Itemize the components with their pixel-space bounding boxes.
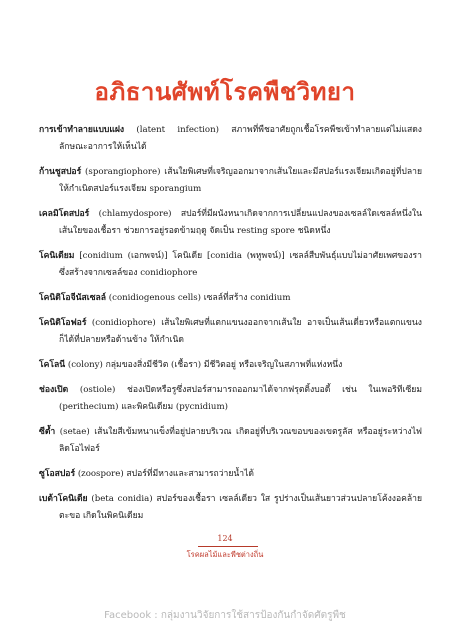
page-number: 124: [217, 534, 233, 543]
glossary-definition: (chlamydospore) สปอร์ที่มีผนังหนาเกิดจากการเปลี่ยนแปลงของเซลล์ใดเซลล์หนึ่งในเส้นใยของเชื้อรา ช่วยการอยู่รอดข้ามฤดู จัดเป็น resting spore ชนิดหนึ่ง: [59, 209, 422, 236]
glossary-term: โคนิดิโอฟอร์: [39, 318, 87, 328]
glossary-definition: (conidiogenous cells) เซลล์ที่สร้าง conidium: [106, 293, 291, 303]
glossary-definition: (sporangiophore) เส้นใยพิเศษที่เจริญออกมาจากเส้นใยและมีสปอร์แรงเจียมเกิดอยู่ที่ปลาย ให้กำเนิดสปอร์แรงเจียม sporangium: [59, 167, 422, 194]
glossary-list: [39, 122, 422, 533]
glossary-term: โคนิดิโอจีนัสเซลล์: [39, 293, 107, 303]
glossary-entry: [39, 164, 422, 198]
page-title: อภิธานศัพท์โรคพืชวิทยา: [94, 77, 356, 106]
glossary-definition: (colony) กลุ่มของสิ่งมีชีวิต (เชื้อรา) มีชีวิตอยู่ หรือเจริญในสภาพที่แห่งหนึ่ง: [65, 360, 343, 370]
glossary-definition: [conidium (เอกพจน์)] โคนิเดีย [conidia (พหูพจน์)] เซลล์สืบพันธุ์แบบไม่อาศัยเพศของรา ซึ่งสร้างจากเซลล์ของ conidiophore: [59, 251, 422, 278]
glossary-term: เบต้าโคนิเดีย: [39, 494, 88, 504]
glossary-term: การเข้าทำลายแบบแฝง: [39, 125, 125, 135]
glossary-entry: [39, 122, 422, 156]
glossary-term: ซีต้ำ: [39, 427, 56, 437]
glossary-term: เคลมิโดสปอร์: [39, 209, 90, 219]
glossary-definition: (setae) เส้นใยสีเข้มหนาแข็งที่อยู่ปลายบริเวณ เกิดอยู่ที่บริเวณขอบของเขตรูลัส หรืออยู่ระหว่างไฟลิดโอไฟอร์: [55, 427, 422, 454]
glossary-entry: [39, 466, 422, 483]
glossary-term: ก้านชูสปอร์: [39, 167, 82, 177]
glossary-definition: (beta conidia) สปอร์ของเชื้อรา เซลล์เดียว ใส รูปร่างเป็นเส้นยาวส่วนปลายโค้งงอคล้ายตะขอ เกิดในพิคนิเดียม: [59, 494, 422, 521]
glossary-entry: [39, 206, 422, 240]
glossary-term: ซูโอสปอร์: [39, 469, 76, 479]
glossary-definition: (ostiole) ช่องเปิดหรือรูซึ่งสปอร์สามารถออกมาได้จากฟรุตติ้งบอดี้ เช่น ในเพอริทีเซียม (perithecium) และพิคนิเดียม (pycnidium): [59, 385, 422, 412]
glossary-entry: [39, 315, 422, 349]
glossary-entry: [39, 424, 422, 458]
glossary-term: ช่องเปิด: [39, 385, 69, 395]
glossary-term: โคโลนี: [39, 360, 66, 370]
glossary-term: โคนิเดียม: [39, 251, 75, 261]
glossary-entry: [39, 357, 422, 374]
glossary-definition: (latent infection) สภาพที่พืชอาศัยถูกเชื้อโรคพืชเข้าทำลายแต่ไม่แสดงลักษณะอาการให้เห็นได้: [59, 125, 422, 152]
glossary-definition: (conidiophore) เส้นใยพิเศษที่แตกแขนงออกจากเส้นใย อาจเป็นเส้นเดี่ยวหรือแตกแขนงก็ได้ที่ปลายหรือด้านข้าง ให้กำเนิด: [59, 318, 422, 345]
glossary-entry: [39, 290, 422, 307]
glossary-entry: [39, 491, 422, 525]
glossary-entry: [39, 382, 422, 416]
book-name: โรคผลไม้และพืชต่างถิ่น: [186, 550, 264, 559]
glossary-definition: (zoospore) สปอร์ที่มีหางและสามารถว่ายน้ำได้: [75, 469, 255, 479]
facebook-watermark: Facebook : กลุ่มงานวิจัยการใช้สารป้องกันกำจัดศัตรูพืช: [104, 610, 346, 621]
footer-divider: [198, 546, 258, 547]
glossary-entry: [39, 248, 422, 282]
